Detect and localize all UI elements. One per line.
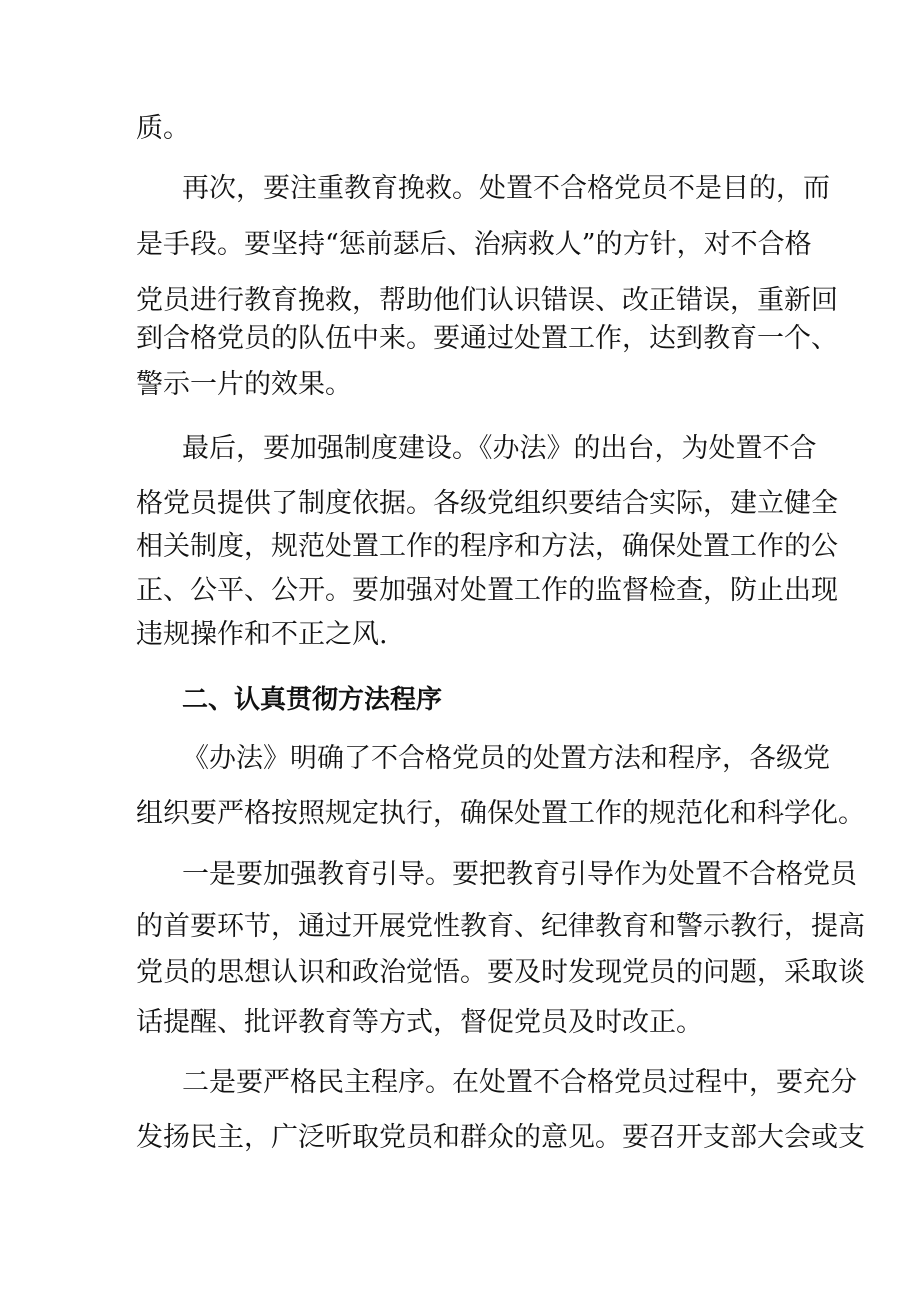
text-line: 发扬民主，广泛听取党员和群众的意见。要召开支部大会或支 [136,1122,865,1153]
text-line: 组织要严格按照规定执行，确保处置工作的规范化和科学化。 [136,798,865,829]
text-line: 正、公平、公开。要加强对处置工作的监督检查，防止出现 [136,575,838,606]
text-line: 违规操作和不正之风. [136,619,388,650]
text-line: 是手段。要坚持“惩前瑟后、治病救人”的方针，对不合格 [136,229,812,260]
text-line: 警示一片的效果。 [136,369,352,400]
section-heading: 二、认真贯彻方法程序 [182,685,443,715]
text-line: 一是要加强教育引导。要把教育引导作为处置不合格党员 [182,859,857,890]
text-line: 再次，要注重教育挽救。处置不合格党员不是目的，而 [182,173,830,204]
text-line: 党员的思想认识和政治觉悟。要及时发现党员的问题，采取谈 [136,957,865,988]
text-line: 质。 [136,113,190,144]
text-line: 话提醒、批评教育等方式，督促党员及时改正。 [136,1007,703,1038]
text-line: 到合格党员的队伍中来。要通过处置工作，达到教育一个、 [136,323,838,354]
text-line: 最后，要加强制度建设。《办法》的出台，为处置不合 [182,433,817,464]
text-line: 格党员提供了制度依据。各级党组织要结合实际，建立健全 [136,488,838,519]
text-line: 二是要严格民主程序。在处置不合格党员过程中，要充分 [182,1067,857,1098]
text-line: 的首要环节，通过开展党性教育、纪律教育和警示教行，提高 [136,911,865,942]
text-line: 党员进行教育挽救，帮助他们认识错误、改正错误，重新回 [136,285,838,316]
text-line: 《办法》明确了不合格党员的处置方法和程序，各级党 [182,743,830,774]
text-line: 相关制度，规范处置工作的程序和方法，确保处置工作的公 [136,531,838,562]
